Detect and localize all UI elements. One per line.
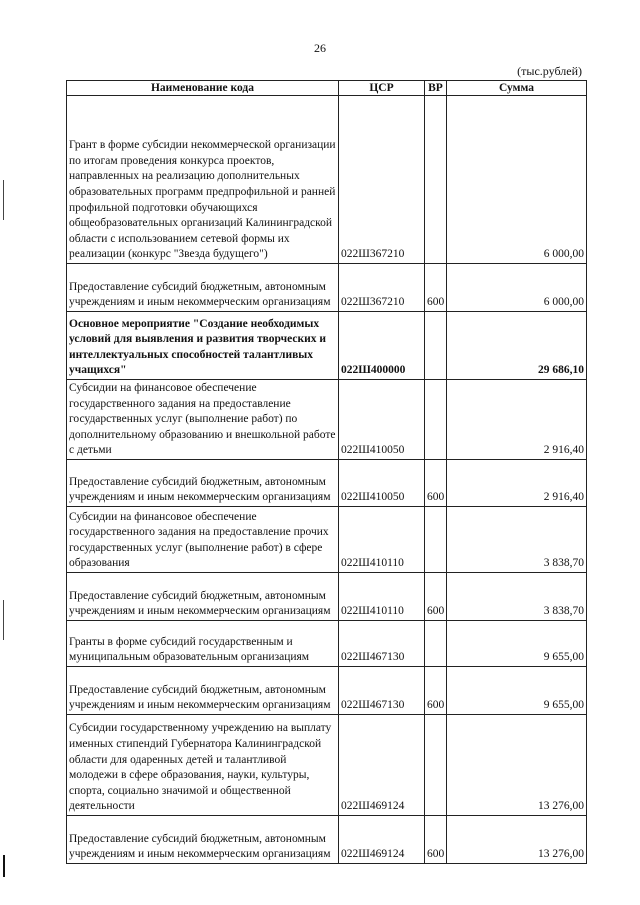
binding-margin-mark — [3, 600, 4, 640]
row-csr: 022Ш469124 — [339, 715, 425, 816]
units-label: (тыс.рублей) — [517, 64, 582, 78]
row-csr: 022Ш410110 — [339, 573, 425, 621]
budget-table — [66, 80, 587, 864]
table-row — [67, 715, 587, 816]
row-vr — [425, 380, 447, 460]
row-sum: 13 276,00 — [447, 715, 587, 816]
table-row — [67, 507, 587, 573]
table-row — [67, 621, 587, 667]
row-name: Предоставление субсидий бюджетным, автономным учреждениям и иным некоммерческим организациям — [67, 667, 339, 715]
row-vr: 600 — [425, 816, 447, 864]
row-sum: 2 916,40 — [447, 380, 587, 460]
table-row — [67, 96, 587, 264]
row-vr — [425, 312, 447, 380]
row-sum: 3 838,70 — [447, 507, 587, 573]
row-sum: 29 686,10 — [447, 312, 587, 380]
row-vr — [425, 96, 447, 264]
binding-margin-mark — [3, 855, 5, 877]
row-sum: 9 655,00 — [447, 667, 587, 715]
row-sum: 6 000,00 — [447, 264, 587, 312]
row-vr — [425, 715, 447, 816]
row-name: Предоставление субсидий бюджетным, автономным учреждениям и иным некоммерческим организациям — [67, 460, 339, 507]
row-name: Основное мероприятие "Создание необходимых условий для выявления и развития творческих и интеллектуальных способностей талантливых учащихся" — [67, 312, 339, 380]
table-row — [67, 667, 587, 715]
row-vr — [425, 507, 447, 573]
header-sum: Сумма — [447, 81, 587, 96]
row-csr: 022Ш400000 — [339, 312, 425, 380]
table-row — [67, 816, 587, 864]
header-vr: ВР — [425, 81, 447, 96]
row-name: Предоставление субсидий бюджетным, автономным учреждениям и иным некоммерческим организациям — [67, 264, 339, 312]
row-csr: 022Ш469124 — [339, 816, 425, 864]
row-vr — [425, 621, 447, 667]
row-sum: 2 916,40 — [447, 460, 587, 507]
binding-margin-mark — [3, 180, 4, 220]
row-vr: 600 — [425, 264, 447, 312]
table-row — [67, 460, 587, 507]
row-vr: 600 — [425, 460, 447, 507]
table-row — [67, 312, 587, 380]
table-row — [67, 573, 587, 621]
row-sum: 3 838,70 — [447, 573, 587, 621]
row-sum: 6 000,00 — [447, 96, 587, 264]
table-row — [67, 264, 587, 312]
row-csr: 022Ш467130 — [339, 667, 425, 715]
row-vr: 600 — [425, 667, 447, 715]
row-name: Предоставление субсидий бюджетным, автономным учреждениям и иным некоммерческим организациям — [67, 816, 339, 864]
header-name: Наименование кода — [67, 81, 339, 96]
row-sum: 13 276,00 — [447, 816, 587, 864]
row-sum: 9 655,00 — [447, 621, 587, 667]
row-name: Гранты в форме субсидий государственным и муниципальным образовательным организациям — [67, 621, 339, 667]
header-csr: ЦСР — [339, 81, 425, 96]
row-csr: 022Ш367210 — [339, 96, 425, 264]
page-number: 26 — [314, 41, 326, 55]
table-row — [67, 380, 587, 460]
row-csr: 022Ш410050 — [339, 380, 425, 460]
row-name: Грант в форме субсидии некоммерческой организации по итогам проведения конкурса проектов, направленных на реализацию дополнительных образовательных программ предпрофильной и ранней профильной подготовки обучающихся общеобразовательных организаций Калининградской области с использованием сетевой формы их реализации (конкурс "Звезда будущего") — [67, 96, 339, 264]
row-vr: 600 — [425, 573, 447, 621]
table-header-row — [67, 81, 587, 96]
row-name: Субсидии государственному учреждению на выплату именных стипендий Губернатора Калининградской области для одаренных детей и талантливой молодежи в сфере образования, науки, культуры, спорта, социально значимой и общественной деятельности — [67, 715, 339, 816]
row-name: Субсидии на финансовое обеспечение государственного задания на предоставление государственных услуг (выполнение работ) по дополнительному образованию и внешкольной работе с детьми — [67, 380, 339, 460]
row-name: Предоставление субсидий бюджетным, автономным учреждениям и иным некоммерческим организациям — [67, 573, 339, 621]
row-csr: 022Ш410110 — [339, 507, 425, 573]
row-csr: 022Ш410050 — [339, 460, 425, 507]
row-csr: 022Ш367210 — [339, 264, 425, 312]
row-name: Субсидии на финансовое обеспечение государственного задания на предоставление прочих государственных услуг (выполнение работ) в сфере образования — [67, 507, 339, 573]
row-csr: 022Ш467130 — [339, 621, 425, 667]
